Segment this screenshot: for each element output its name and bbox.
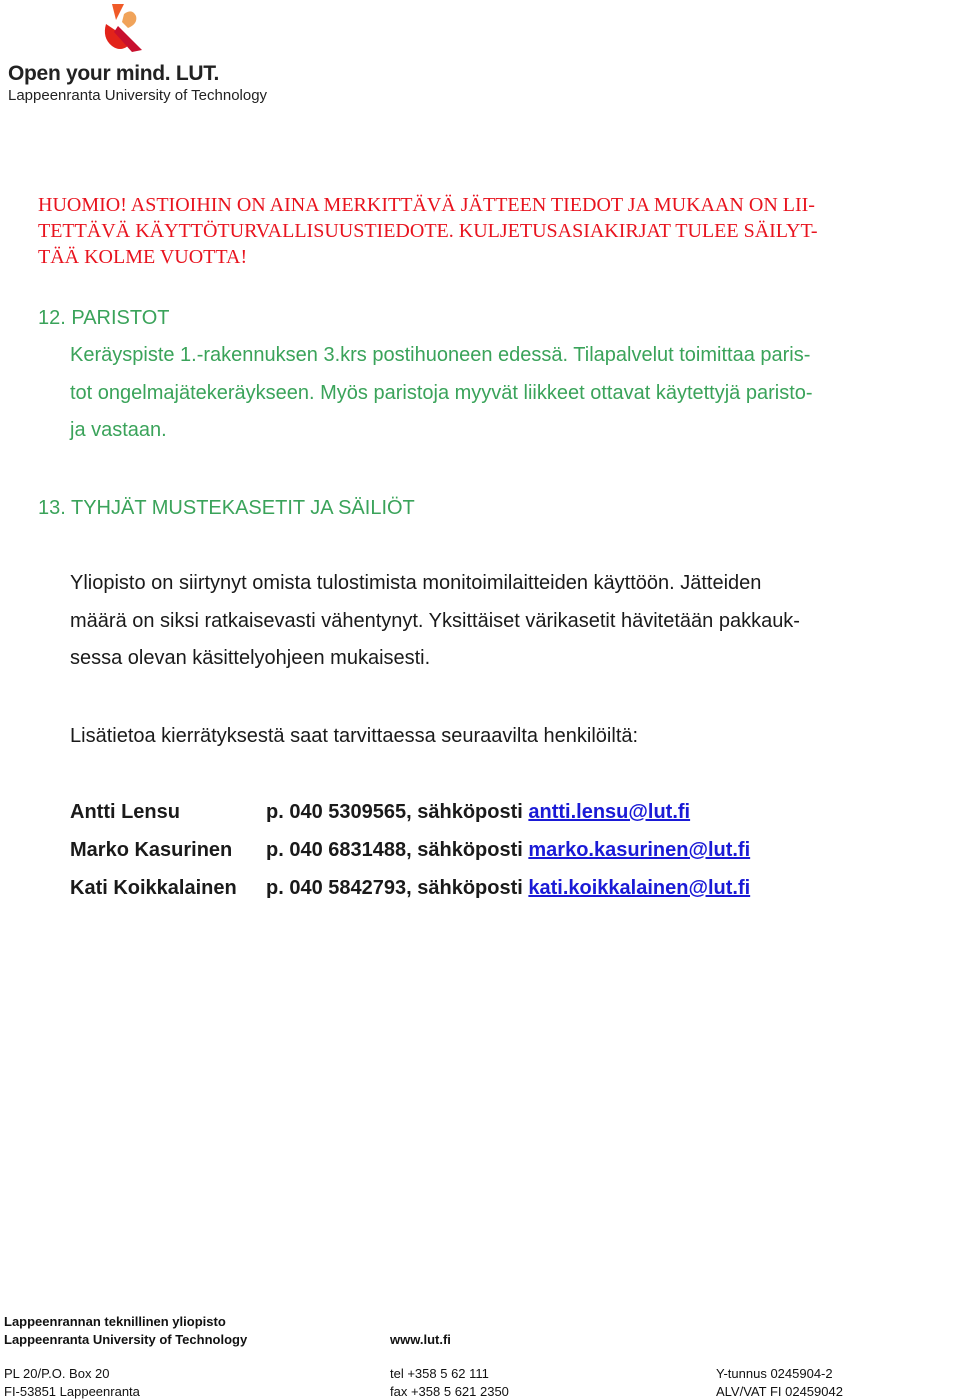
contact-row <box>70 801 690 824</box>
body-line: määrä on siksi ratkaisevasti vähentynyt. Yksittäiset värikasetit hävitetään pakkauk- <box>70 609 800 632</box>
section-12-title: 12. PARISTOT <box>38 307 170 329</box>
footer-org-en: Lappeenranta University of Technology <box>4 1332 248 1347</box>
footer-tel: tel +358 5 62 111 <box>390 1366 489 1381</box>
body-line: tot ongelmajätekeräykseen. Myös paristoja myyvät liikkeet ottavat käytettyjä paristo- <box>70 381 813 404</box>
contact-phone: p. 040 5842793, sähköposti <box>266 877 529 899</box>
contact-name: Antti Lensu <box>70 801 180 823</box>
notice-line: TETTÄVÄ KÄYTTÖTURVALLISUUSTIEDOTE. KULJETUSASIAKIRJAT TULEE SÄILYT- <box>38 220 818 242</box>
footer-business-id: Y-tunnus 0245904-2 <box>716 1366 833 1381</box>
notice-line: TÄÄ KOLME VUOTTA! <box>38 246 248 268</box>
footer-org-fi: Lappeenrannan teknillinen yliopisto <box>4 1314 226 1329</box>
contact-name: Kati Koikkalainen <box>70 877 237 899</box>
section-12-body <box>70 337 813 450</box>
footer-vat: ALV/VAT FI 02459042 <box>716 1384 843 1399</box>
body-line: sessa olevan käsittelyohjeen mukaisesti. <box>70 647 431 669</box>
contact-phone: p. 040 6831488, sähköposti <box>266 839 529 861</box>
footer-city: FI-53851 Lappeenranta <box>4 1384 140 1399</box>
contact-phone: p. 040 5309565, sähköposti <box>266 801 529 823</box>
section-13-body <box>70 565 800 678</box>
footer-fax: fax +358 5 621 2350 <box>390 1384 509 1399</box>
contact-row <box>70 839 750 862</box>
body-line: ja vastaan. <box>70 419 167 441</box>
footer-po-box: PL 20/P.O. Box 20 <box>4 1366 110 1381</box>
lut-logo-mark <box>98 2 146 54</box>
contact-row <box>70 877 750 900</box>
body-line: Keräyspiste 1.-rakennuksen 3.krs postihuoneen edessä. Tilapalvelut toimittaa paris- <box>70 344 811 366</box>
hazard-notice <box>38 192 938 270</box>
contact-name: Marko Kasurinen <box>70 839 233 861</box>
contact-email-link[interactable]: kati.koikkalainen@lut.fi <box>528 877 751 899</box>
notice-line: HUOMIO! ASTIOIHIN ON AINA MERKITTÄVÄ JÄTTEEN TIEDOT JA MUKAAN ON LII- <box>38 194 815 216</box>
university-name: Lappeenranta University of Technology <box>8 87 268 104</box>
brand-slogan: Open your mind. LUT. <box>8 62 220 85</box>
contact-email-link[interactable]: marko.kasurinen@lut.fi <box>528 839 751 861</box>
contacts-intro: Lisätietoa kierrätyksestä saat tarvittaessa seuraavilta henkilöiltä: <box>70 725 639 747</box>
section-13-title: 13. TYHJÄT MUSTEKASETIT JA SÄILIÖT <box>38 497 415 519</box>
contact-email-link[interactable]: antti.lensu@lut.fi <box>528 801 691 823</box>
footer-website: www.lut.fi <box>390 1332 451 1347</box>
body-line: Yliopisto on siirtynyt omista tulostimista monitoimilaitteiden käyttöön. Jätteiden <box>70 572 762 594</box>
